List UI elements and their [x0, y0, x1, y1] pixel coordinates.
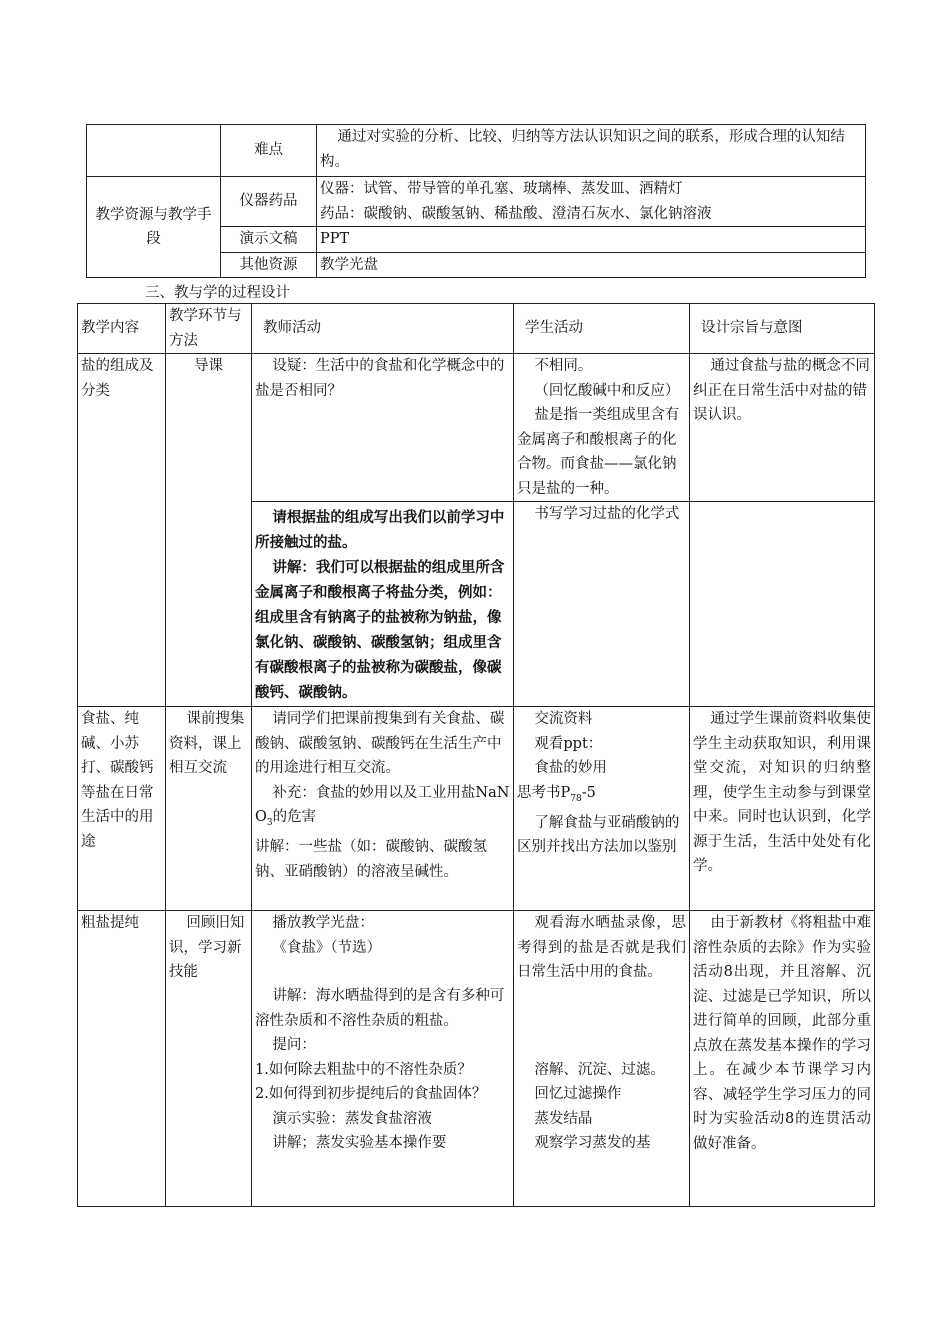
content-cell: 盐的组成及分类 — [78, 354, 166, 707]
student-cell — [514, 354, 690, 502]
header-content: 教学内容 — [78, 304, 166, 354]
difficulty-text: 通过对实验的分析、比较、归纳等方法认识知识之间的联系，形成合理的认知结构。 — [317, 125, 866, 177]
resources-label: 教学资源与教学手段 — [87, 177, 221, 278]
header-stage: 教学环节与方法 — [166, 304, 252, 354]
student-line: 观看海水晒盐录像，思考得到的盐是否就是我们日常生活中用的食盐。 — [517, 915, 686, 980]
student-line: 回忆过滤操作 — [534, 1086, 622, 1102]
resources-table — [86, 124, 866, 278]
teacher-line: 《食盐》（节选） — [272, 939, 382, 956]
section-title: 三、教与学的过程设计 — [145, 285, 290, 301]
purpose-cell: 通过学生课前资料收集使学生主动获取知识，利用课堂交流，对知识的归纳整理，使学生主动参与到课堂中来。同时也认识到，化学源于生活，生活中处处有化学。 — [690, 707, 875, 911]
teacher-line: 播放教学光盘： — [272, 915, 374, 931]
student-cell — [514, 911, 690, 1207]
process-table — [77, 303, 875, 1207]
teacher-line: 提问： — [272, 1037, 316, 1053]
teacher-line: 演示实验：蒸发食盐溶液 — [272, 1110, 432, 1127]
teacher-line: 讲解：一些盐（如：碳酸钠、碳酸氢钠、亚硝酸钠）的溶液呈碱性。 — [255, 839, 487, 880]
student-cell — [514, 707, 690, 911]
instruments-line: 仪器：试管、带导管的单孔塞、玻璃棒、蒸发皿、酒精灯 — [320, 181, 683, 197]
teacher-line: 讲解；蒸发实验基本操作要 — [272, 1135, 447, 1151]
teacher-line: 讲解：我们可以根据盐的组成里所含金属离子和酸根离子将盐分类，例如：组成里含有钠离子的盐被称为钠盐，像氯化钠、碳酸钠、碳酸氢钠；组成里含有碳酸根离子的盐被称为碳酸盐，像碳酸钙、碳酸钠。 — [255, 560, 505, 701]
header-student: 学生活动 — [514, 304, 690, 354]
teacher-line: 讲解：海水晒盐得到的是含有多种可溶性杂质和不溶性杂质的粗盐。 — [255, 988, 505, 1029]
row-label: 演示文稿 — [221, 227, 317, 253]
purpose-cell: 通过食盐与盐的概念不同纠正在日常生活中对盐的错误认识。 — [690, 354, 875, 502]
teacher-line: 1.如何除去粗盐中的不溶性杂质？ — [255, 1061, 472, 1078]
other-resources-cell: 教学光盘 — [317, 252, 866, 278]
teacher-line: 请同学们把课前搜集到有关食盐、碳酸钠、碳酸氢钠、碳酸钙在生活生产中的用途进行相互交流。 — [255, 711, 505, 776]
teacher-cell — [252, 911, 514, 1207]
student-line: 观察学习蒸发的基 — [534, 1135, 651, 1151]
student-line: 思考书$P_{78}-5$ — [517, 784, 596, 804]
student-cell: 书写学习过盐的化学式 — [514, 502, 690, 707]
student-line: 盐是指一类组成里含有金属离子和酸根离子的化合物。而食盐——氯化钠只是盐的一种。 — [517, 407, 680, 497]
student-line: 交流资料 — [534, 711, 593, 727]
student-line: 了解食盐与亚硝酸钠的区别并找出方法加以鉴别 — [517, 814, 680, 856]
student-line: 不相同。 — [534, 358, 593, 374]
teacher-line: 2.如何得到初步提纯后的食盐固体？ — [255, 1086, 487, 1102]
header-purpose: 设计宗旨与意图 — [690, 304, 875, 354]
instruments-cell — [317, 177, 866, 227]
difficulty-label: 难点 — [221, 125, 317, 177]
stage-cell: 课前搜集资料，课上相互交流 — [166, 707, 252, 911]
student-line: 溶解、沉淀、过滤。 — [534, 1061, 665, 1078]
teacher-cell — [252, 707, 514, 911]
teacher-cell: 设疑：生活中的食盐和化学概念中的盐是否相同？ — [252, 354, 514, 502]
presentation-cell: PPT — [317, 227, 866, 253]
student-line: 观看ppt： — [534, 735, 603, 752]
content-cell: 粗盐提纯 — [78, 911, 166, 1207]
row-label: 仪器药品 — [221, 177, 317, 227]
row-label: 其他资源 — [221, 252, 317, 278]
stage-cell: 回顾旧知识，学习新技能 — [166, 911, 252, 1207]
teacher-line: 补充：食盐的妙用以及工业用盐NaNO$_3$的危害 — [255, 784, 510, 828]
teacher-line: 请根据盐的组成写出我们以前学习中所接触过的盐。 — [255, 510, 505, 551]
student-line: 食盐的妙用 — [534, 760, 607, 776]
empty-cell — [87, 125, 221, 177]
purpose-cell — [690, 502, 875, 707]
teacher-cell — [252, 502, 514, 707]
student-line: （回忆酸碱中和反应） — [534, 382, 680, 399]
purpose-cell: 由于新教材《将粗盐中难溶性杂质的去除》作为实验活动8出现，并且溶解、沉淀、过滤是已学知识，所以进行简单的回顾，此部分重点放在蒸发基本操作的学习上。在减少本节课学习内容、减轻学生学习压力的同时为实验活动8的连贯活动做好准备。 — [690, 911, 875, 1207]
student-line: 蒸发结晶 — [534, 1110, 593, 1127]
header-teacher: 教师活动 — [252, 304, 514, 354]
stage-cell: 导课 — [166, 354, 252, 707]
chemicals-line: 药品：碳酸钠、碳酸氢钠、稀盐酸、澄清石灰水、氯化钠溶液 — [320, 205, 712, 222]
content-cell: 食盐、纯碱、小苏打、碳酸钙等盐在日常生活中的用途 — [78, 707, 166, 911]
